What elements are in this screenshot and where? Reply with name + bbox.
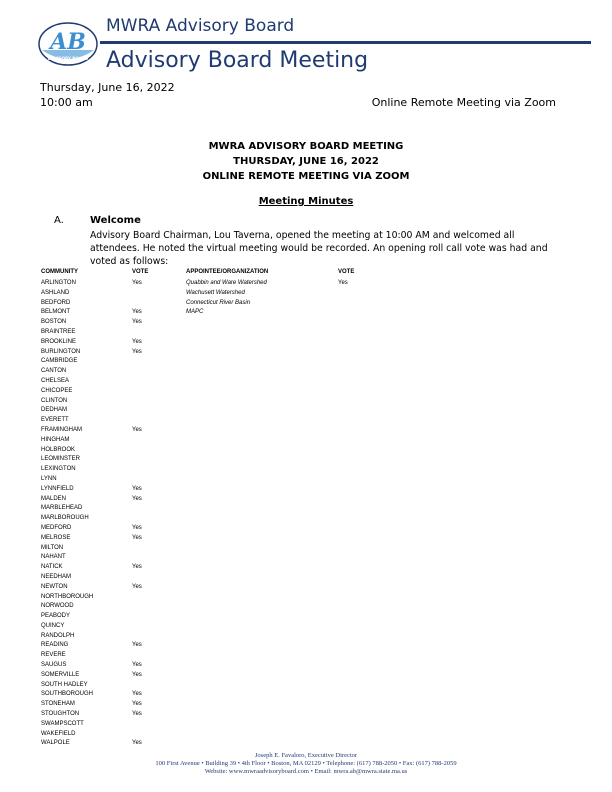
logo-letters: AB — [50, 29, 86, 55]
community-vote — [132, 514, 142, 524]
community-vote — [132, 651, 142, 661]
community-name: MEDFORD — [41, 524, 72, 531]
community-vote: Yes — [132, 338, 142, 345]
community-vote — [132, 416, 142, 426]
community-vote — [132, 681, 142, 691]
community-name: CLINTON — [41, 397, 68, 404]
community-name: NEWTON — [41, 583, 68, 590]
community-name: WAKEFIELD — [41, 730, 76, 737]
community-name: HINGHAM — [41, 436, 70, 443]
community-vote — [132, 612, 142, 622]
community-name: ASHLAND — [41, 289, 70, 296]
meeting-date: Thursday, June 16, 2022 — [40, 81, 175, 94]
community-name: MARBLEHEAD — [41, 505, 83, 512]
community-name: DEDHAM — [41, 407, 68, 414]
appointee-vote — [338, 289, 348, 299]
appointee-name: Connecticut River Basin — [186, 299, 251, 306]
title-block — [0, 139, 612, 184]
community-name: STOUGHTON — [41, 711, 80, 718]
community-vote — [132, 406, 142, 416]
section-text: Advisory Board Chairman, Lou Taverna, opened the meeting at 10:00 AM and welcomed all attendees. He noted the virtual meeting would be recorded. An opening roll call vote was had and voted as follows: — [90, 230, 548, 267]
community-vote: Yes — [132, 534, 142, 541]
community-name: NORTHBOROUGH — [41, 593, 94, 600]
community-name: NAHANT — [41, 554, 66, 561]
community-name: LYNN — [41, 475, 57, 482]
community-name: LEOMINSTER — [41, 456, 81, 463]
community-vote: Yes — [132, 280, 142, 286]
community-name: CHELSEA — [41, 377, 70, 384]
appointee-vote-list — [338, 279, 348, 318]
community-name: CAMBRIDGE — [41, 358, 78, 365]
community-vote: Yes — [132, 671, 142, 678]
community-name: SAUGUS — [41, 662, 67, 669]
community-vote: Yes — [132, 309, 142, 316]
community-vote — [132, 455, 142, 465]
appointee-vote — [338, 299, 348, 309]
header-rule — [100, 41, 591, 44]
community-vote — [132, 436, 142, 446]
org-name: MWRA Advisory Board — [106, 16, 295, 36]
community-name: WALPOLE — [41, 740, 70, 747]
appointee-name: Quabbin and Ware Watershed — [186, 280, 267, 286]
community-vote — [132, 720, 142, 730]
community-name: STONEHAM — [41, 701, 75, 708]
appointee-list — [186, 279, 267, 318]
community-name: BEDFORD — [41, 299, 71, 306]
community-vote — [132, 397, 142, 407]
community-vote — [132, 632, 142, 642]
community-vote — [132, 544, 142, 554]
appointee-vote-header: VOTE — [338, 269, 355, 275]
community-vote — [132, 602, 142, 612]
community-name: SOMERVILLE — [41, 671, 80, 678]
meeting-location: Online Remote Meeting via Zoom — [371, 96, 556, 109]
appointee-header: APPOINTEE/ORGANIZATION — [186, 269, 269, 275]
community-vote — [132, 622, 142, 632]
community-name: MARLBOROUGH — [41, 515, 89, 522]
community-vote: Yes — [132, 319, 142, 326]
community-vote: Yes — [132, 524, 142, 531]
community-name: MILTON — [41, 544, 64, 551]
minutes-title: Meeting Minutes — [258, 196, 354, 207]
community-vote — [132, 328, 142, 338]
footer-contact: Website: www.mwraadvisoryboard.com • Email: mwra.ab@mwra.state.ma.us — [204, 768, 408, 775]
community-vote — [132, 475, 142, 485]
community-name: LYNNFIELD — [41, 485, 74, 492]
community-name: BRAINTREE — [41, 328, 76, 335]
community-vote: Yes — [132, 564, 142, 571]
vote-list — [132, 279, 142, 749]
community-vote: Yes — [132, 485, 142, 492]
community-name: ARLINGTON — [41, 280, 76, 286]
community-name: REVERE — [41, 652, 66, 659]
community-vote: Yes — [132, 583, 142, 590]
community-vote — [132, 377, 142, 387]
appointee-vote — [338, 308, 348, 318]
vote-header: VOTE — [132, 269, 149, 275]
title-line-3: ONLINE REMOTE MEETING VIA ZOOM — [202, 171, 410, 182]
logo-subtext: ADVISORY BOARD — [47, 56, 89, 61]
community-vote: Yes — [132, 495, 142, 502]
section-heading: Welcome — [90, 215, 141, 226]
community-vote — [132, 446, 142, 456]
community-name: BELMONT — [41, 309, 71, 316]
community-vote: Yes — [132, 348, 142, 355]
community-name: RANDOLPH — [41, 632, 75, 639]
community-name: HOLBROOK — [41, 446, 76, 453]
appointee-name: Wachusett Watershed — [186, 289, 245, 296]
appointee-name: MAPC — [186, 309, 204, 316]
community-vote: Yes — [132, 701, 142, 708]
footer — [0, 752, 612, 776]
community-vote: Yes — [132, 691, 142, 698]
title-line-2: THURSDAY, JUNE 16, 2022 — [233, 156, 379, 167]
community-name: QUINCY — [41, 622, 65, 629]
community-vote — [132, 387, 142, 397]
community-name: LEXINGTON — [41, 466, 76, 473]
community-name: NATICK — [41, 564, 63, 571]
community-vote: Yes — [132, 740, 142, 747]
community-name: EVERETT — [41, 417, 69, 424]
community-vote — [132, 593, 142, 603]
community-vote — [132, 504, 142, 514]
community-vote — [132, 289, 142, 299]
community-name: SOUTHBOROUGH — [41, 691, 94, 698]
community-name: BOSTON — [41, 319, 67, 326]
community-list — [41, 279, 93, 749]
community-name: MELROSE — [41, 534, 71, 541]
community-name: CHICOPEE — [41, 387, 73, 394]
community-vote — [132, 465, 142, 475]
community-name: BURLINGTON — [41, 348, 81, 355]
community-name: SOUTH HADLEY — [41, 681, 88, 688]
community-name: BROOKLINE — [41, 338, 77, 345]
community-name: NORWOOD — [41, 603, 74, 610]
section-letter: A. — [54, 215, 64, 226]
advisory-board-logo — [38, 22, 98, 66]
community-header: COMMUNITY — [41, 269, 78, 275]
title-line-1: MWRA ADVISORY BOARD MEETING — [208, 141, 404, 152]
footer-director: Joseph E. Favaloro, Executive Director — [254, 752, 358, 759]
doc-title: Advisory Board Meeting — [106, 48, 369, 73]
community-name: SWAMPSCOTT — [41, 720, 84, 727]
community-vote — [132, 573, 142, 583]
community-name: PEABODY — [41, 613, 71, 620]
community-vote: Yes — [132, 662, 142, 669]
community-vote — [132, 299, 142, 309]
community-name: READING — [41, 642, 69, 649]
meeting-time: 10:00 am — [40, 96, 93, 109]
community-vote — [132, 357, 142, 367]
community-name: MALDEN — [41, 495, 67, 502]
community-vote: Yes — [132, 426, 142, 433]
community-vote: Yes — [132, 711, 142, 718]
footer-address: 100 First Avenue • Building 39 • 4th Floor • Boston, MA 02129 • Telephone: (617) 788-2050 • Fax: (617) 788-2059 — [155, 760, 457, 767]
community-name: CANTON — [41, 368, 67, 375]
community-name: FRAMINGHAM — [41, 426, 82, 433]
community-vote — [132, 367, 142, 377]
community-vote — [132, 553, 142, 563]
community-vote — [132, 730, 142, 740]
community-name: NEEDHAM — [41, 573, 72, 580]
community-vote: Yes — [132, 642, 142, 649]
appointee-vote: Yes — [338, 280, 348, 286]
